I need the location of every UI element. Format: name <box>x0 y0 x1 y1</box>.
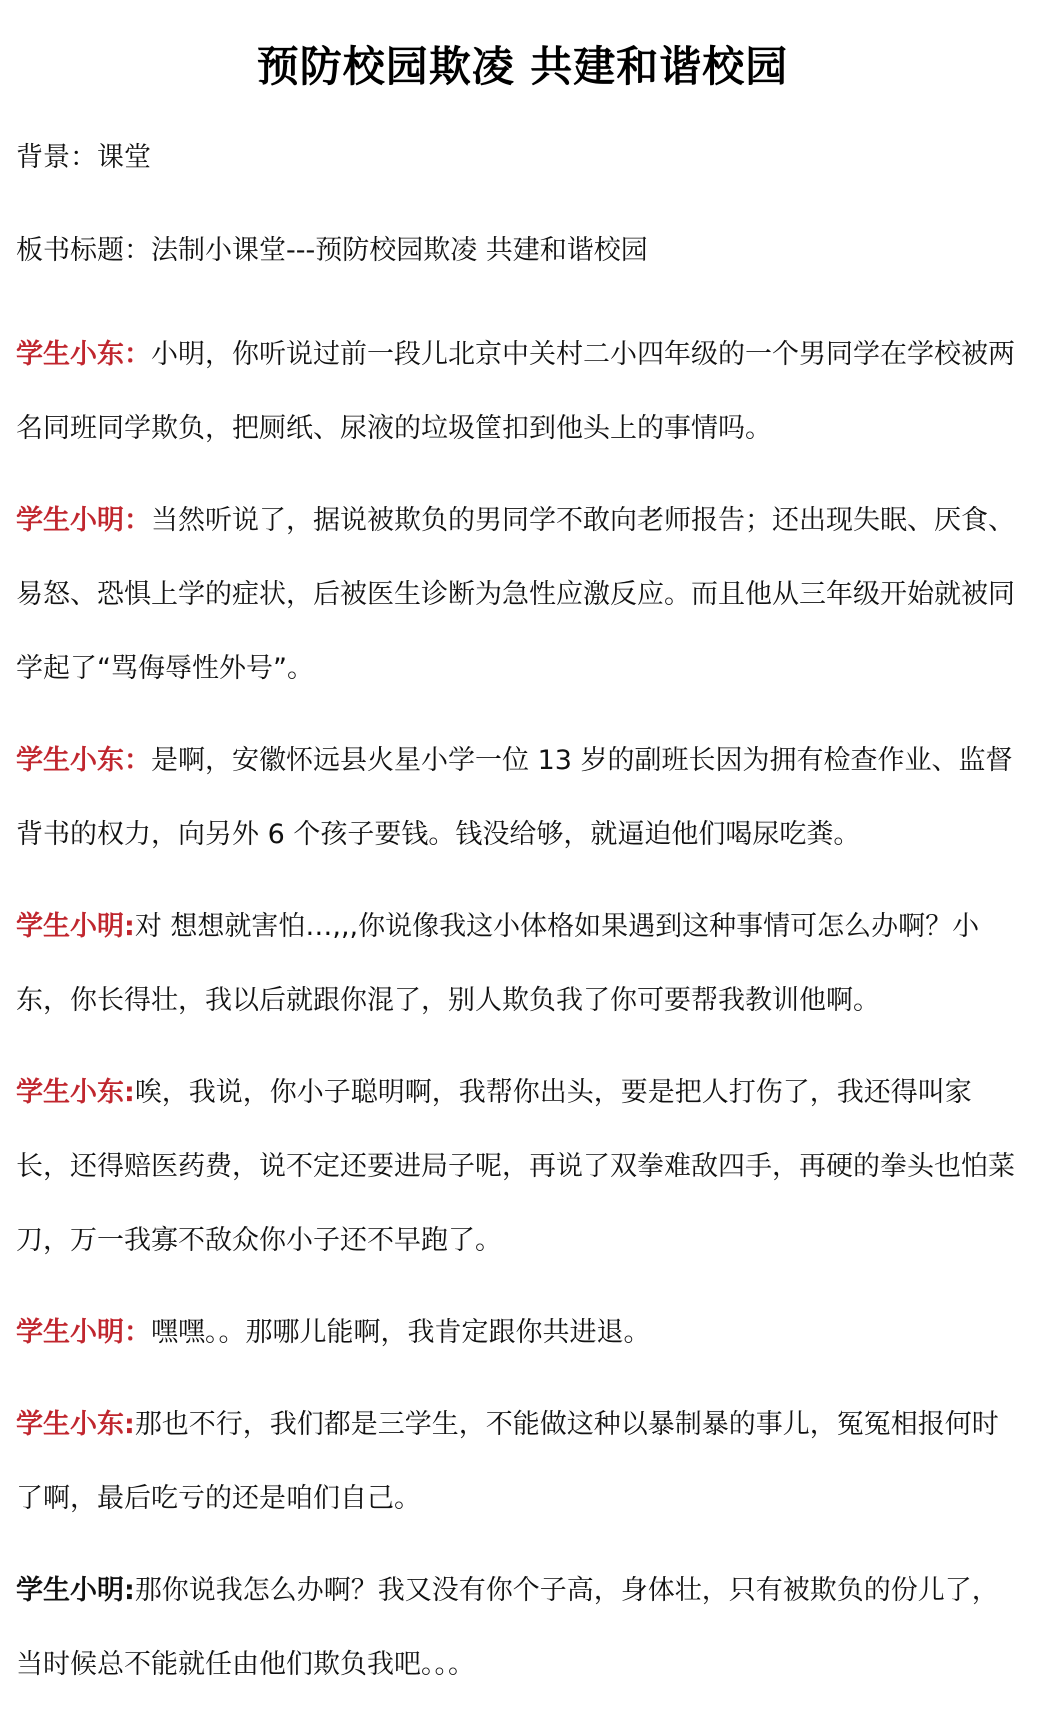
speaker-label: 学生小东: <box>16 1409 135 1440</box>
speaker-label: 学生小东： <box>16 339 151 370</box>
board-title-line: 板书标题：法制小课堂---预防校园欺凌 共建和谐校园 <box>16 235 648 266</box>
speaker-label: 学生小明： <box>16 1317 151 1348</box>
dialogue-text: 那你说我怎么办啊？我又没有你个子高，身体壮，只有被欺负的份儿了，当时候总不能就任由他们欺负我吧。。。 <box>16 1575 999 1680</box>
speaker-label: 学生小明: <box>16 911 135 942</box>
background-line: 背景：课堂 <box>16 142 151 173</box>
dialogue <box>16 318 1021 1720</box>
dialogue-turn <box>16 724 1021 872</box>
dialogue-turn <box>16 318 1021 466</box>
speaker-label: 学生小东: <box>16 1077 135 1108</box>
dialogue-text: 当然听说了，据说被欺负的男同学不敢向老师报告；还出现失眠、厌食、易怒、恐惧上学的症状，后被医生诊断为急性应激反应。而且他从三年级开始就被同学起了“骂侮辱性外号”。 <box>16 505 1015 684</box>
speaker-label: 学生小明: <box>16 1575 135 1606</box>
dialogue-turn <box>16 1056 1021 1278</box>
dialogue-text: 唉，我说，你小子聪明啊，我帮你出头，要是把人打伤了，我还得叫家长，还得赔医药费，说不定还要进局子呢，再说了双拳难敌四手，再硬的拳头也怕菜刀，万一我寡不敌众你小子还不早跑了。 <box>16 1077 1015 1256</box>
dialogue-turn <box>16 890 1021 1038</box>
dialogue-turn <box>16 1296 1021 1370</box>
document-title: 预防校园欺凌 共建和谐校园 <box>256 42 789 91</box>
dialogue-turn <box>16 484 1021 706</box>
speaker-label: 学生小明： <box>16 505 151 536</box>
dialogue-text: 对 想想就害怕…,,,你说像我这小体格如果遇到这种事情可怎么办啊？小东，你长得壮，我以后就跟你混了，别人欺负我了你可要帮我教训他啊。 <box>16 911 980 1016</box>
speaker-label: 学生小东： <box>16 745 151 776</box>
dialogue-text: 嘿嘿。。那哪儿能啊，我肯定跟你共进退。 <box>151 1317 651 1348</box>
dialogue-text: 那也不行，我们都是三学生，不能做这种以暴制暴的事儿，冤冤相报何时了啊，最后吃亏的还是咱们自己。 <box>16 1409 999 1514</box>
dialogue-turn <box>16 1388 1021 1536</box>
dialogue-text: 小明，你听说过前一段儿北京中关村二小四年级的一个男同学在学校被两名同班同学欺负，把厕纸、尿液的垃圾筐扣到他头上的事情吗。 <box>16 339 1015 444</box>
dialogue-turn <box>16 1554 1021 1702</box>
dialogue-text: 是啊，安徽怀远县火星小学一位 13 岁的副班长因为拥有检查作业、监督背书的权力，向另外 6 个孩子要钱。钱没给够，就逼迫他们喝尿吃粪。 <box>16 745 1013 850</box>
